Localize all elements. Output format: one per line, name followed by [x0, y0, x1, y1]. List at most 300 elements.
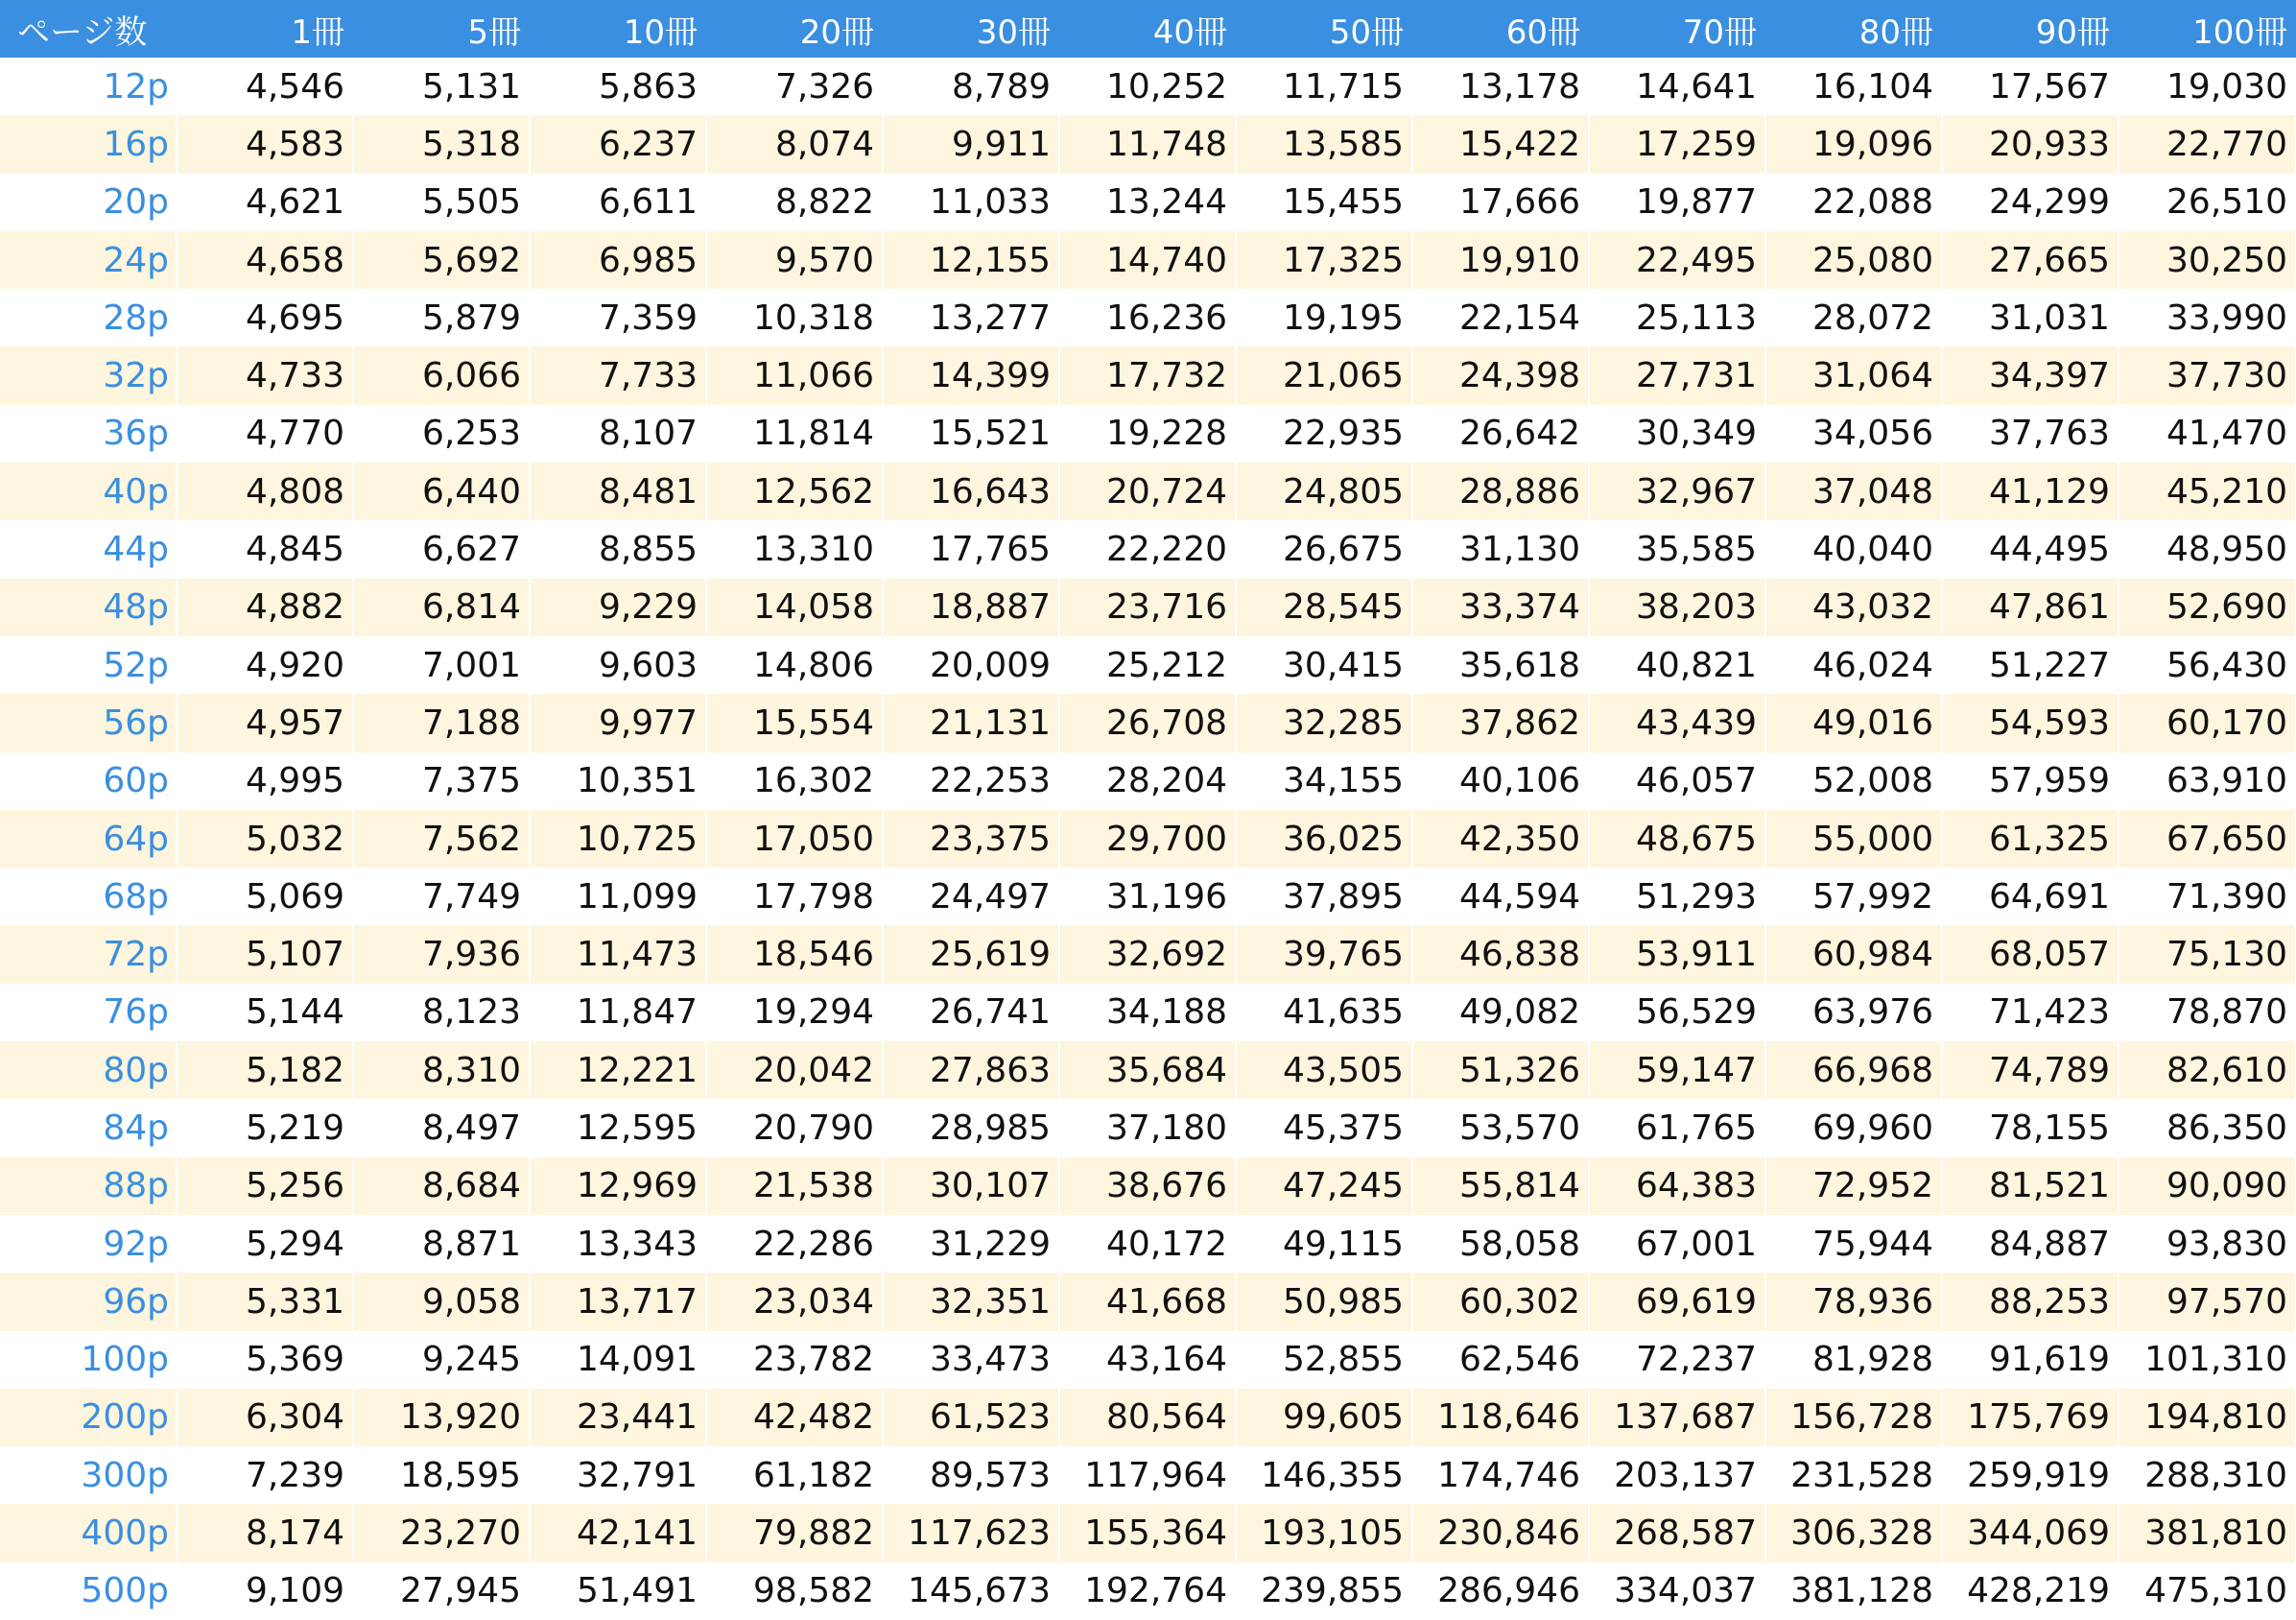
table-row [0, 1562, 2296, 1620]
price-cell: 22,495 [1589, 231, 1765, 289]
row-page-label: 96p [0, 1273, 177, 1330]
row-page-label: 64p [0, 810, 177, 868]
price-cell: 89,573 [883, 1446, 1059, 1504]
price-cell: 192,764 [1059, 1562, 1236, 1620]
price-cell: 81,928 [1765, 1331, 1942, 1389]
price-cell: 5,219 [177, 1099, 353, 1156]
price-cell: 37,180 [1059, 1099, 1236, 1156]
price-cell: 67,001 [1589, 1215, 1765, 1273]
price-cell: 63,976 [1765, 984, 1942, 1041]
table-row [0, 810, 2296, 868]
price-cell: 48,950 [2118, 520, 2296, 578]
price-cell: 19,294 [706, 984, 883, 1041]
price-cell: 90,090 [2118, 1157, 2296, 1215]
price-cell: 22,088 [1765, 174, 1942, 231]
price-cell: 61,765 [1589, 1099, 1765, 1156]
table-row [0, 868, 2296, 925]
price-cell: 54,593 [1942, 694, 2118, 751]
price-cell: 82,610 [2118, 1041, 2296, 1099]
table-row [0, 694, 2296, 751]
price-cell: 32,692 [1059, 925, 1236, 983]
table-header [0, 0, 2296, 58]
price-cell: 35,585 [1589, 520, 1765, 578]
price-cell: 43,505 [1236, 1041, 1412, 1099]
row-page-label: 40p [0, 463, 177, 520]
price-cell: 156,728 [1765, 1389, 1942, 1446]
table-row [0, 520, 2296, 578]
price-cell: 42,482 [706, 1389, 883, 1446]
price-cell: 32,285 [1236, 694, 1412, 751]
header-column: 30冊 [883, 0, 1059, 58]
price-cell: 20,790 [706, 1099, 883, 1156]
price-cell: 4,695 [177, 289, 353, 346]
price-cell: 26,708 [1059, 694, 1236, 751]
price-cell: 31,031 [1942, 289, 2118, 346]
price-cell: 74,789 [1942, 1041, 2118, 1099]
price-cell: 37,862 [1412, 694, 1589, 751]
table-row [0, 984, 2296, 1041]
price-cell: 5,318 [353, 115, 530, 173]
table-row [0, 1504, 2296, 1561]
price-cell: 10,252 [1059, 58, 1236, 115]
price-cell: 51,227 [1942, 636, 2118, 694]
price-cell: 41,635 [1236, 984, 1412, 1041]
price-cell: 14,806 [706, 636, 883, 694]
price-cell: 34,188 [1059, 984, 1236, 1041]
price-cell: 9,058 [353, 1273, 530, 1330]
row-page-label: 44p [0, 520, 177, 578]
price-cell: 8,822 [706, 174, 883, 231]
price-cell: 9,245 [353, 1331, 530, 1389]
row-page-label: 60p [0, 752, 177, 810]
price-cell: 61,523 [883, 1389, 1059, 1446]
row-page-label: 72p [0, 925, 177, 983]
price-cell: 11,033 [883, 174, 1059, 231]
price-cell: 26,675 [1236, 520, 1412, 578]
price-cell: 6,611 [530, 174, 706, 231]
price-cell: 8,107 [530, 405, 706, 463]
price-cell: 5,692 [353, 231, 530, 289]
price-cell: 25,113 [1589, 289, 1765, 346]
price-cell: 31,196 [1059, 868, 1236, 925]
price-cell: 19,910 [1412, 231, 1589, 289]
price-cell: 22,220 [1059, 520, 1236, 578]
price-cell: 5,331 [177, 1273, 353, 1330]
price-cell: 118,646 [1412, 1389, 1589, 1446]
table-row [0, 231, 2296, 289]
price-cell: 17,666 [1412, 174, 1589, 231]
price-cell: 72,952 [1765, 1157, 1942, 1215]
price-cell: 203,137 [1589, 1446, 1765, 1504]
row-page-label: 56p [0, 694, 177, 751]
table-row [0, 289, 2296, 346]
price-cell: 30,349 [1589, 405, 1765, 463]
price-cell: 16,643 [883, 463, 1059, 520]
price-cell: 4,546 [177, 58, 353, 115]
price-cell: 193,105 [1236, 1504, 1412, 1561]
price-cell: 19,877 [1589, 174, 1765, 231]
price-cell: 60,984 [1765, 925, 1942, 983]
price-cell: 56,430 [2118, 636, 2296, 694]
price-cell: 5,069 [177, 868, 353, 925]
row-page-label: 20p [0, 174, 177, 231]
price-cell: 78,870 [2118, 984, 2296, 1041]
price-cell: 12,155 [883, 231, 1059, 289]
price-cell: 10,351 [530, 752, 706, 810]
price-cell: 8,684 [353, 1157, 530, 1215]
price-cell: 35,618 [1412, 636, 1589, 694]
table-row [0, 1331, 2296, 1389]
table-row [0, 579, 2296, 636]
price-cell: 12,562 [706, 463, 883, 520]
price-cell: 31,229 [883, 1215, 1059, 1273]
price-cell: 4,957 [177, 694, 353, 751]
header-page-count: ページ数 [0, 0, 177, 58]
price-cell: 4,583 [177, 115, 353, 173]
price-cell: 14,091 [530, 1331, 706, 1389]
price-cell: 14,058 [706, 579, 883, 636]
price-cell: 8,871 [353, 1215, 530, 1273]
price-cell: 75,130 [2118, 925, 2296, 983]
row-page-label: 36p [0, 405, 177, 463]
price-cell: 15,521 [883, 405, 1059, 463]
price-cell: 7,375 [353, 752, 530, 810]
price-cell: 11,715 [1236, 58, 1412, 115]
price-cell: 20,042 [706, 1041, 883, 1099]
price-cell: 91,619 [1942, 1331, 2118, 1389]
price-cell: 268,587 [1589, 1504, 1765, 1561]
price-cell: 22,253 [883, 752, 1059, 810]
price-cell: 7,188 [353, 694, 530, 751]
price-cell: 22,286 [706, 1215, 883, 1273]
price-cell: 20,933 [1942, 115, 2118, 173]
price-cell: 286,946 [1412, 1562, 1589, 1620]
price-cell: 9,977 [530, 694, 706, 751]
price-cell: 12,595 [530, 1099, 706, 1156]
price-cell: 4,882 [177, 579, 353, 636]
price-cell: 78,936 [1765, 1273, 1942, 1330]
table-row [0, 58, 2296, 115]
row-page-label: 16p [0, 115, 177, 173]
header-column: 80冊 [1765, 0, 1942, 58]
price-cell: 21,065 [1236, 346, 1412, 404]
table-row [0, 925, 2296, 983]
price-cell: 17,765 [883, 520, 1059, 578]
row-page-label: 500p [0, 1562, 177, 1620]
price-cell: 7,359 [530, 289, 706, 346]
row-page-label: 200p [0, 1389, 177, 1446]
price-cell: 40,172 [1059, 1215, 1236, 1273]
price-cell: 7,001 [353, 636, 530, 694]
price-cell: 40,821 [1589, 636, 1765, 694]
price-cell: 67,650 [2118, 810, 2296, 868]
price-cell: 10,725 [530, 810, 706, 868]
table-row [0, 1099, 2296, 1156]
row-page-label: 32p [0, 346, 177, 404]
price-cell: 5,144 [177, 984, 353, 1041]
price-cell: 5,182 [177, 1041, 353, 1099]
price-cell: 43,439 [1589, 694, 1765, 751]
price-cell: 27,945 [353, 1562, 530, 1620]
price-cell: 32,967 [1589, 463, 1765, 520]
header-column: 10冊 [530, 0, 706, 58]
price-cell: 25,080 [1765, 231, 1942, 289]
price-cell: 81,521 [1942, 1157, 2118, 1215]
header-column: 20冊 [706, 0, 883, 58]
table-row [0, 1041, 2296, 1099]
price-cell: 64,383 [1589, 1157, 1765, 1215]
price-cell: 19,195 [1236, 289, 1412, 346]
price-cell: 52,855 [1236, 1331, 1412, 1389]
price-cell: 62,546 [1412, 1331, 1589, 1389]
price-cell: 12,969 [530, 1157, 706, 1215]
price-cell: 23,375 [883, 810, 1059, 868]
price-cell: 30,250 [2118, 231, 2296, 289]
price-cell: 19,096 [1765, 115, 1942, 173]
price-cell: 49,115 [1236, 1215, 1412, 1273]
price-cell: 5,256 [177, 1157, 353, 1215]
price-cell: 33,473 [883, 1331, 1059, 1389]
price-cell: 99,605 [1236, 1389, 1412, 1446]
price-cell: 35,684 [1059, 1041, 1236, 1099]
price-cell: 28,985 [883, 1099, 1059, 1156]
price-cell: 381,810 [2118, 1504, 2296, 1561]
price-cell: 28,545 [1236, 579, 1412, 636]
price-cell: 334,037 [1589, 1562, 1765, 1620]
price-cell: 175,769 [1942, 1389, 2118, 1446]
price-cell: 24,299 [1942, 174, 2118, 231]
price-cell: 13,585 [1236, 115, 1412, 173]
price-cell: 19,228 [1059, 405, 1236, 463]
price-cell: 12,221 [530, 1041, 706, 1099]
price-cell: 5,505 [353, 174, 530, 231]
row-page-label: 84p [0, 1099, 177, 1156]
price-cell: 13,920 [353, 1389, 530, 1446]
price-cell: 7,239 [177, 1446, 353, 1504]
price-cell: 69,960 [1765, 1099, 1942, 1156]
price-cell: 13,343 [530, 1215, 706, 1273]
price-cell: 61,182 [706, 1446, 883, 1504]
price-cell: 475,310 [2118, 1562, 2296, 1620]
price-cell: 71,390 [2118, 868, 2296, 925]
header-column: 60冊 [1412, 0, 1589, 58]
price-cell: 59,147 [1589, 1041, 1765, 1099]
price-cell: 44,495 [1942, 520, 2118, 578]
price-cell: 15,422 [1412, 115, 1589, 173]
price-cell: 11,066 [706, 346, 883, 404]
price-cell: 7,936 [353, 925, 530, 983]
price-cell: 34,056 [1765, 405, 1942, 463]
price-cell: 40,040 [1765, 520, 1942, 578]
price-cell: 8,789 [883, 58, 1059, 115]
price-cell: 32,351 [883, 1273, 1059, 1330]
price-cell: 48,675 [1589, 810, 1765, 868]
header-column: 5冊 [353, 0, 530, 58]
price-cell: 5,107 [177, 925, 353, 983]
price-cell: 20,724 [1059, 463, 1236, 520]
price-cell: 4,658 [177, 231, 353, 289]
price-cell: 21,131 [883, 694, 1059, 751]
price-cell: 41,668 [1059, 1273, 1236, 1330]
price-cell: 17,259 [1589, 115, 1765, 173]
table-row [0, 1446, 2296, 1504]
price-cell: 6,985 [530, 231, 706, 289]
table-row [0, 115, 2296, 173]
price-cell: 29,700 [1059, 810, 1236, 868]
price-cell: 5,131 [353, 58, 530, 115]
price-cell: 71,423 [1942, 984, 2118, 1041]
price-cell: 53,570 [1412, 1099, 1589, 1156]
price-cell: 55,000 [1765, 810, 1942, 868]
price-cell: 16,236 [1059, 289, 1236, 346]
row-page-label: 52p [0, 636, 177, 694]
price-cell: 46,024 [1765, 636, 1942, 694]
price-cell: 31,130 [1412, 520, 1589, 578]
price-cell: 84,887 [1942, 1215, 2118, 1273]
price-cell: 4,733 [177, 346, 353, 404]
price-cell: 53,911 [1589, 925, 1765, 983]
price-cell: 17,325 [1236, 231, 1412, 289]
price-cell: 194,810 [2118, 1389, 2296, 1446]
row-page-label: 76p [0, 984, 177, 1041]
price-cell: 381,128 [1765, 1562, 1942, 1620]
price-cell: 79,882 [706, 1504, 883, 1561]
price-cell: 13,717 [530, 1273, 706, 1330]
price-cell: 75,944 [1765, 1215, 1942, 1273]
price-cell: 4,845 [177, 520, 353, 578]
price-cell: 60,170 [2118, 694, 2296, 751]
price-cell: 34,397 [1942, 346, 2118, 404]
price-cell: 4,995 [177, 752, 353, 810]
price-cell: 50,985 [1236, 1273, 1412, 1330]
header-column: 1冊 [177, 0, 353, 58]
row-page-label: 12p [0, 58, 177, 115]
price-cell: 4,621 [177, 174, 353, 231]
price-cell: 24,398 [1412, 346, 1589, 404]
price-cell: 344,069 [1942, 1504, 2118, 1561]
price-cell: 7,562 [353, 810, 530, 868]
price-cell: 47,245 [1236, 1157, 1412, 1215]
table-row [0, 174, 2296, 231]
price-cell: 13,310 [706, 520, 883, 578]
price-cell: 55,814 [1412, 1157, 1589, 1215]
price-cell: 72,237 [1589, 1331, 1765, 1389]
price-cell: 27,665 [1942, 231, 2118, 289]
price-cell: 155,364 [1059, 1504, 1236, 1561]
price-cell: 33,990 [2118, 289, 2296, 346]
table-row [0, 1157, 2296, 1215]
price-cell: 174,746 [1412, 1446, 1589, 1504]
price-cell: 13,178 [1412, 58, 1589, 115]
header-column: 100冊 [2118, 0, 2296, 58]
price-cell: 18,546 [706, 925, 883, 983]
price-cell: 22,935 [1236, 405, 1412, 463]
price-cell: 23,270 [353, 1504, 530, 1561]
price-cell: 39,765 [1236, 925, 1412, 983]
price-cell: 37,730 [2118, 346, 2296, 404]
price-cell: 66,968 [1765, 1041, 1942, 1099]
price-cell: 428,219 [1942, 1562, 2118, 1620]
row-page-label: 24p [0, 231, 177, 289]
row-page-label: 80p [0, 1041, 177, 1099]
price-cell: 28,886 [1412, 463, 1589, 520]
price-cell: 37,895 [1236, 868, 1412, 925]
price-cell: 40,106 [1412, 752, 1589, 810]
price-cell: 8,497 [353, 1099, 530, 1156]
price-cell: 45,210 [2118, 463, 2296, 520]
price-cell: 26,741 [883, 984, 1059, 1041]
price-cell: 9,229 [530, 579, 706, 636]
price-cell: 17,798 [706, 868, 883, 925]
table-row [0, 1273, 2296, 1330]
price-cell: 10,318 [706, 289, 883, 346]
price-cell: 97,570 [2118, 1273, 2296, 1330]
price-cell: 30,107 [883, 1157, 1059, 1215]
price-cell: 18,595 [353, 1446, 530, 1504]
price-cell: 146,355 [1236, 1446, 1412, 1504]
price-cell: 11,473 [530, 925, 706, 983]
price-cell: 28,204 [1059, 752, 1236, 810]
price-cell: 101,310 [2118, 1331, 2296, 1389]
price-cell: 8,310 [353, 1041, 530, 1099]
price-cell: 8,855 [530, 520, 706, 578]
price-cell: 7,733 [530, 346, 706, 404]
table-row [0, 636, 2296, 694]
price-cell: 49,082 [1412, 984, 1589, 1041]
table-row [0, 752, 2296, 810]
price-cell: 8,074 [706, 115, 883, 173]
price-cell: 24,805 [1236, 463, 1412, 520]
row-page-label: 100p [0, 1331, 177, 1389]
price-cell: 37,763 [1942, 405, 2118, 463]
price-cell: 288,310 [2118, 1446, 2296, 1504]
price-cell: 15,455 [1236, 174, 1412, 231]
price-cell: 60,302 [1412, 1273, 1589, 1330]
price-cell: 69,619 [1589, 1273, 1765, 1330]
price-cell: 9,109 [177, 1562, 353, 1620]
price-cell: 86,350 [2118, 1099, 2296, 1156]
price-cell: 5,294 [177, 1215, 353, 1273]
price-cell: 93,830 [2118, 1215, 2296, 1273]
price-cell: 58,058 [1412, 1215, 1589, 1273]
price-cell: 64,691 [1942, 868, 2118, 925]
header-column: 50冊 [1236, 0, 1412, 58]
price-cell: 9,911 [883, 115, 1059, 173]
price-cell: 98,582 [706, 1562, 883, 1620]
table-body [0, 58, 2296, 1620]
price-cell: 5,863 [530, 58, 706, 115]
row-page-label: 48p [0, 579, 177, 636]
price-cell: 6,814 [353, 579, 530, 636]
price-cell: 9,603 [530, 636, 706, 694]
price-cell: 230,846 [1412, 1504, 1589, 1561]
price-cell: 42,350 [1412, 810, 1589, 868]
price-cell: 45,375 [1236, 1099, 1412, 1156]
price-cell: 68,057 [1942, 925, 2118, 983]
price-cell: 28,072 [1765, 289, 1942, 346]
price-cell: 6,237 [530, 115, 706, 173]
price-cell: 56,529 [1589, 984, 1765, 1041]
price-cell: 42,141 [530, 1504, 706, 1561]
price-cell: 25,619 [883, 925, 1059, 983]
price-cell: 4,920 [177, 636, 353, 694]
table-row [0, 405, 2296, 463]
price-cell: 18,887 [883, 579, 1059, 636]
price-cell: 14,740 [1059, 231, 1236, 289]
price-cell: 57,959 [1942, 752, 2118, 810]
price-cell: 15,554 [706, 694, 883, 751]
price-cell: 4,808 [177, 463, 353, 520]
